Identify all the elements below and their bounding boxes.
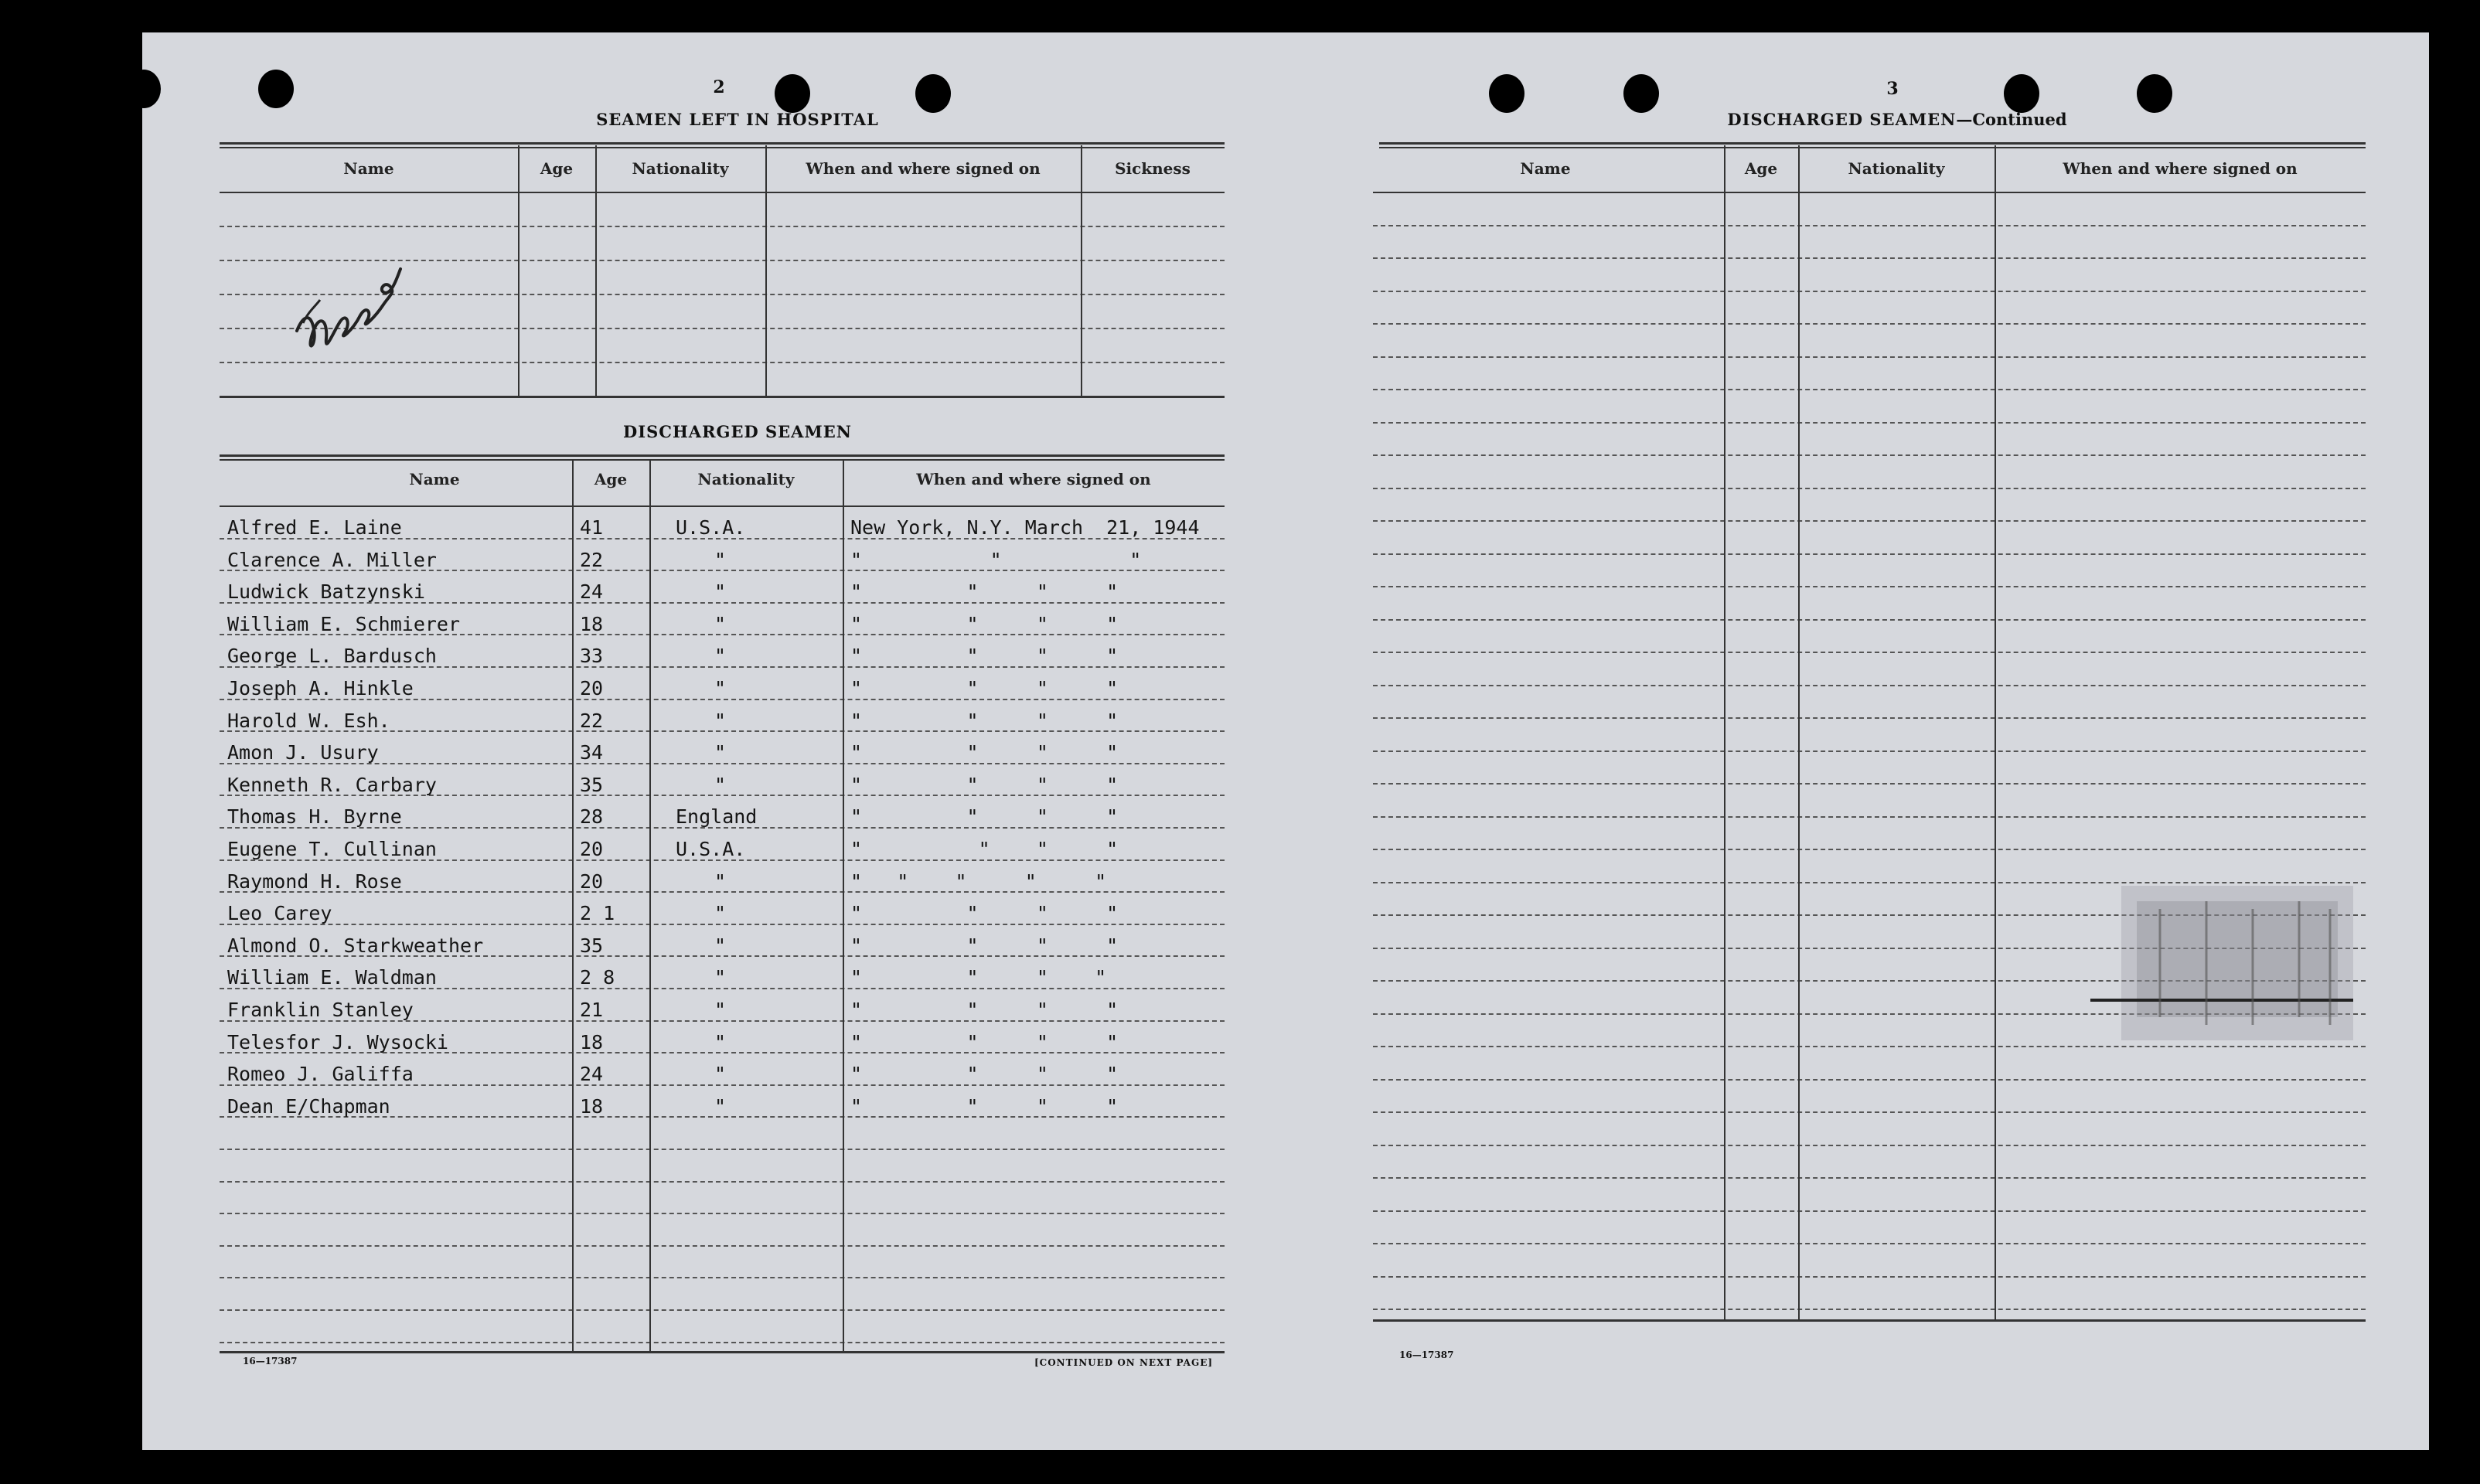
seaman-age: 21 [580,999,604,1021]
punch-hole [915,74,951,113]
column-header-nationality: Nationality [697,470,795,488]
seaman-age: 24 [580,580,604,603]
table-rule [220,459,1225,461]
seaman-signed-on: " " " " [850,902,1119,924]
column-header-name: Name [409,470,460,488]
row-line [1373,849,2366,850]
seaman-nationality: " [714,902,727,924]
row-line [1373,323,2366,325]
row-line [1373,751,2366,752]
column-divider [649,459,651,1351]
discharged-section-title: DISCHARGED SEAMEN [623,422,852,441]
punch-hole [2004,74,2039,113]
table-rule [220,1351,1225,1353]
row-line [1373,389,2366,390]
seaman-signed-on: " " " " [850,741,1119,764]
table-rule [1379,147,2366,148]
row-line [220,1181,1225,1183]
column-header-nationality: Nationality [1848,159,1945,178]
seaman-signed-on: " " " [850,549,1142,571]
table-rule [220,192,1225,193]
column-divider [1081,145,1082,396]
row-line [220,1213,1225,1214]
seaman-signed-on: New York, N.Y. March 21, 1944 [850,516,1200,539]
seaman-age: 35 [580,934,604,957]
table-rule [1373,192,2366,193]
seaman-nationality: " [714,710,727,732]
table-rule [220,147,1225,148]
seaman-age: 41 [580,516,604,539]
seaman-name: George L. Bardusch [227,645,437,667]
page-number: 2 [713,77,725,97]
row-line [1373,1276,2366,1278]
row-line [1373,553,2366,555]
table-rule [220,454,1225,457]
row-line [1373,1243,2366,1244]
seaman-age: 24 [580,1063,604,1085]
seaman-name: Thomas H. Byrne [227,805,402,828]
column-header-age: Age [540,159,574,178]
row-line [220,1342,1225,1343]
seaman-name: William E. Schmierer [227,613,461,635]
column-divider [518,145,520,396]
punch-hole [775,74,810,113]
seaman-age: 18 [580,613,604,635]
row-line [1373,225,2366,226]
column-divider [1995,145,1996,1319]
row-line [1373,291,2366,292]
seaman-name: Kenneth R. Carbary [227,774,437,796]
seaman-nationality: " [714,870,727,893]
column-header-signed-on: When and where signed on [916,470,1151,488]
seaman-name: Telesfor J. Wysocki [227,1031,448,1053]
document-sheet [142,32,2429,1450]
table-rule [220,142,1225,145]
row-line [1373,1177,2366,1179]
seaman-nationality: U.S.A. [676,516,746,539]
column-header-name: Name [343,159,394,178]
row-line [1373,685,2366,686]
row-line [1373,454,2366,456]
row-line [220,1309,1225,1311]
seaman-name: Almond O. Starkweather [227,934,484,957]
form-number: 16—17387 [1399,1350,1454,1360]
row-line [220,1149,1225,1150]
column-divider [572,459,574,1351]
seaman-name: Ludwick Batzynski [227,580,425,603]
seaman-signed-on: " " " " [850,999,1119,1021]
seaman-age: 35 [580,774,604,796]
seaman-nationality: " [714,613,727,635]
seaman-age: 20 [580,870,604,893]
seaman-signed-on: " " " " " [850,870,1107,893]
column-header-age: Age [594,470,628,488]
continued-footnote: [CONTINUED ON NEXT PAGE] [1034,1357,1214,1368]
seaman-signed-on: " " " " [850,774,1119,796]
column-header-sickness: Sickness [1115,159,1191,178]
punch-hole [1489,74,1524,113]
column-header-nationality: Nationality [632,159,729,178]
column-header-signed-on: When and where signed on [806,159,1041,178]
seaman-name: William E. Waldman [227,966,437,989]
column-divider [595,145,597,396]
seaman-nationality: " [714,549,727,571]
seaman-signed-on: " " " " [850,710,1119,732]
table-rule [1379,142,2366,145]
row-line [1373,652,2366,653]
seaman-age: 18 [580,1095,604,1118]
row-line [1373,422,2366,424]
row-line [220,1245,1225,1247]
punch-hole [2137,74,2172,113]
seaman-signed-on: " " " " [850,1095,1119,1118]
seaman-signed-on: " " " " [850,1063,1119,1085]
row-line [1373,619,2366,621]
punch-hole [258,70,294,108]
seaman-name: Franklin Stanley [227,999,414,1021]
row-line [1373,1309,2366,1310]
column-header-age: Age [1744,159,1778,178]
seaman-age: 2 8 [580,966,615,989]
seaman-nationality: " [714,774,727,796]
column-header-signed-on: When and where signed on [2063,159,2298,178]
title-suffix: —Continued [1956,110,2067,129]
seaman-nationality: " [714,934,727,957]
row-line [1373,356,2366,358]
row-line [1373,717,2366,719]
seaman-signed-on: " " " " [850,613,1119,635]
punch-hole [127,70,161,108]
stamp-smudge [2090,870,2369,1056]
seaman-age: 22 [580,710,604,732]
seaman-nationality: " [714,741,727,764]
seaman-name: Alfred E. Laine [227,516,402,539]
column-divider [843,459,844,1351]
seaman-age: 2 1 [580,902,615,924]
seaman-signed-on: " " " " [850,645,1119,667]
seaman-name: Harold W. Esh. [227,710,390,732]
row-line [1373,783,2366,785]
row-line [1373,1079,2366,1081]
page-number: 3 [1886,79,1899,99]
row-line [1373,488,2366,489]
seaman-nationality: " [714,677,727,699]
seaman-age: 28 [580,805,604,828]
seaman-nationality: " [714,999,727,1021]
seaman-nationality: " [714,645,727,667]
seaman-signed-on: " " " " [850,934,1119,957]
seaman-age: 34 [580,741,604,764]
seaman-nationality: " [714,580,727,603]
seaman-name: Amon J. Usury [227,741,379,764]
seaman-age: 33 [580,645,604,667]
seaman-nationality: " [714,1031,727,1053]
seaman-signed-on: " " " " [850,677,1119,699]
form-number: 16—17387 [243,1356,298,1367]
column-header-name: Name [1520,159,1571,178]
seaman-nationality: " [714,1095,727,1118]
column-divider [1798,145,1800,1319]
seaman-nationality: U.S.A. [676,838,746,860]
seaman-name: Joseph A. Hinkle [227,677,414,699]
seaman-name: Romeo J. Galiffa [227,1063,414,1085]
punch-hole [1623,74,1659,113]
seaman-name: Dean E/Chapman [227,1095,390,1118]
row-line [1373,1210,2366,1212]
handwritten-none-note [289,238,405,369]
table-rule [1373,1319,2366,1322]
seaman-nationality: England [676,805,758,828]
row-line [1373,1145,2366,1146]
seaman-name: Raymond H. Rose [227,870,402,893]
seaman-signed-on: " " " " [850,580,1119,603]
hospital-section-title: SEAMEN LEFT IN HOSPITAL [596,110,879,129]
seaman-age: 20 [580,838,604,860]
column-divider [765,145,767,396]
row-line [1373,257,2366,259]
seaman-name: Leo Carey [227,902,332,924]
seaman-signed-on: " " " " [850,838,1119,860]
row-line [1373,520,2366,522]
title-main: DISCHARGED SEAMEN [1727,110,1957,129]
row-line [1373,586,2366,587]
seaman-nationality: " [714,966,727,989]
seaman-age: 22 [580,549,604,571]
table-rule [220,505,1225,507]
row-line [220,226,1225,227]
row-line [1373,816,2366,818]
seaman-signed-on: " " " " [850,805,1119,828]
table-rule [220,396,1225,398]
seaman-nationality: " [714,1063,727,1085]
seaman-name: Clarence A. Miller [227,549,437,571]
seaman-signed-on: " " " " [850,966,1107,989]
seaman-name: Eugene T. Cullinan [227,838,437,860]
column-divider [1724,145,1725,1319]
seaman-age: 20 [580,677,604,699]
seaman-age: 18 [580,1031,604,1053]
seaman-signed-on: " " " " [850,1031,1119,1053]
row-line [1373,1111,2366,1113]
discharged-continued-title [1665,110,2129,129]
row-line [220,1277,1225,1278]
